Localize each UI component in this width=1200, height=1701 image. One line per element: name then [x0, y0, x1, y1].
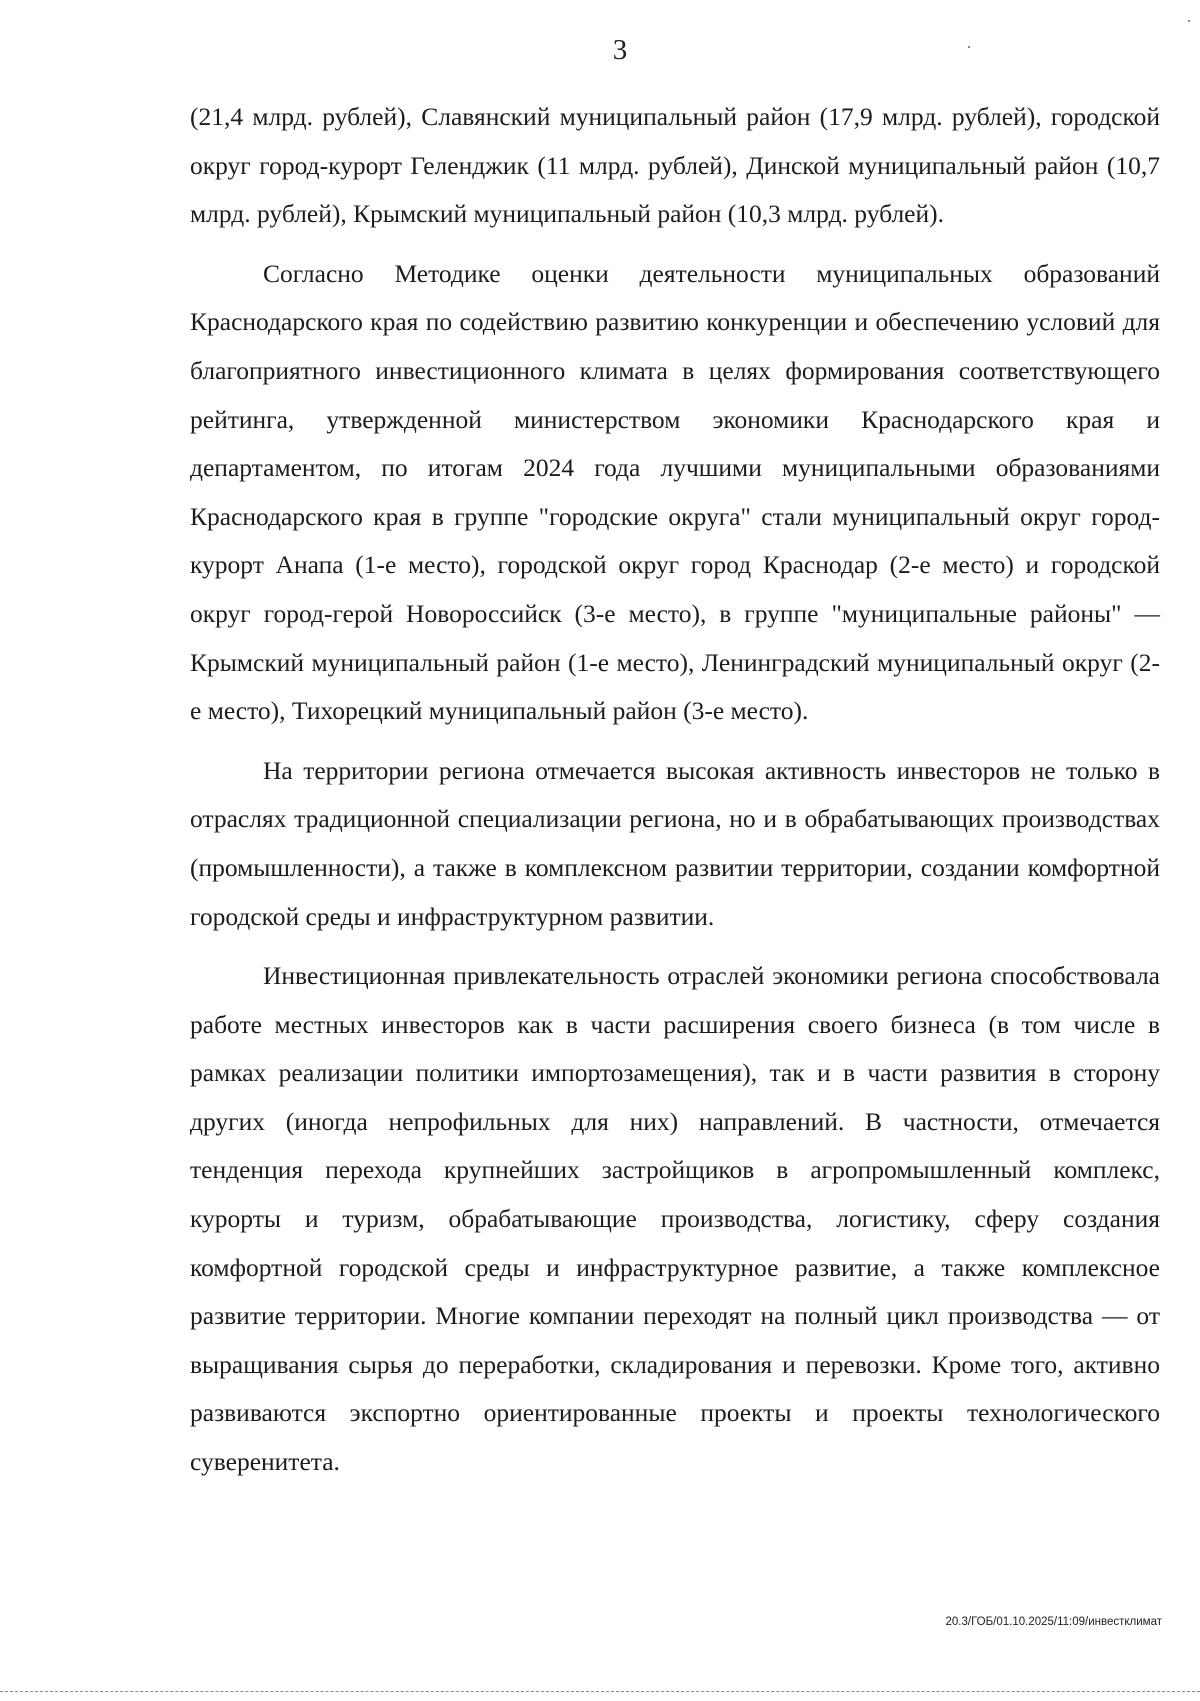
page-number: 3 [612, 34, 628, 66]
paragraph-continuation: (21,4 млрд. рублей), Славянский муниципальный район (17,9 млрд. рублей), городской округ город-курорт Геленджик (11 млрд. рублей), Динской муниципальный район (10,7 млрд. рублей), Крымский муниципальный район (10,3 млрд. рублей). [190, 102, 1160, 229]
scan-speck [1188, 20, 1190, 22]
body-text [190, 93, 1160, 1487]
paragraph-ranking: Согласно Методике оценки деятельности муниципальных образований Краснодарского края по содействию развитию конкуренции и обеспечению условий для благоприятного инвестиционного климата в целях формирования соответствующего рейтинга, утвержденной министерством экономики Краснодарского края и департаментом, по итогам 2024 года лучшими муниципальными образованиями Краснодарского края в группе "городские округа" стали муниципальный округ город-курорт Анапа (1-е место), городской округ город Краснодар (2-е место) и городской округ город-герой Новороссийск (3-е место), в группе "муниципальные районы" — Крымский муниципальный район (1-е место), Ленинградский муниципальный округ (2-е место), Тихорецкий муниципальный район (3-е место). [190, 258, 1160, 726]
scan-edge-line [0, 1691, 1200, 1692]
paragraph-investor-activity: На территории региона отмечается высокая активность инвесторов не только в отраслях традиционной специализации региона, но и в обрабатывающих производствах (промышленности), а также в комплексном развитии территории, создании комфортной городской среды и инфраструктурном развитии. [190, 755, 1160, 931]
document-code: 20.3/ГОБ/01.10.2025/11:09/инвестклимат [945, 1616, 1162, 1628]
scan-speck [968, 46, 970, 48]
paragraph-investment-attractiveness: Инвестиционная привлекательность отраслей экономики региона способствовала работе местных инвесторов как в части расширения своего бизнеса (в том числе в рамках реализации политики импортозамещения), так и в части развития в сторону других (иногда непрофильных для них) направлений. В частности, отмечается тенденция перехода крупнейших застройщиков в агропромышленный комплекс, курорты и туризм, обрабатывающие производства, логистику, сферу создания комфортной городской среды и инфраструктурное развитие, а также комплексное развитие территории. Многие компании переходят на полный цикл производства — от выращивания сырья до переработки, складирования и перевозки. Кроме того, активно развиваются экспортно ориентированные проекты и проекты технологического суверенитета. [190, 961, 1160, 1477]
